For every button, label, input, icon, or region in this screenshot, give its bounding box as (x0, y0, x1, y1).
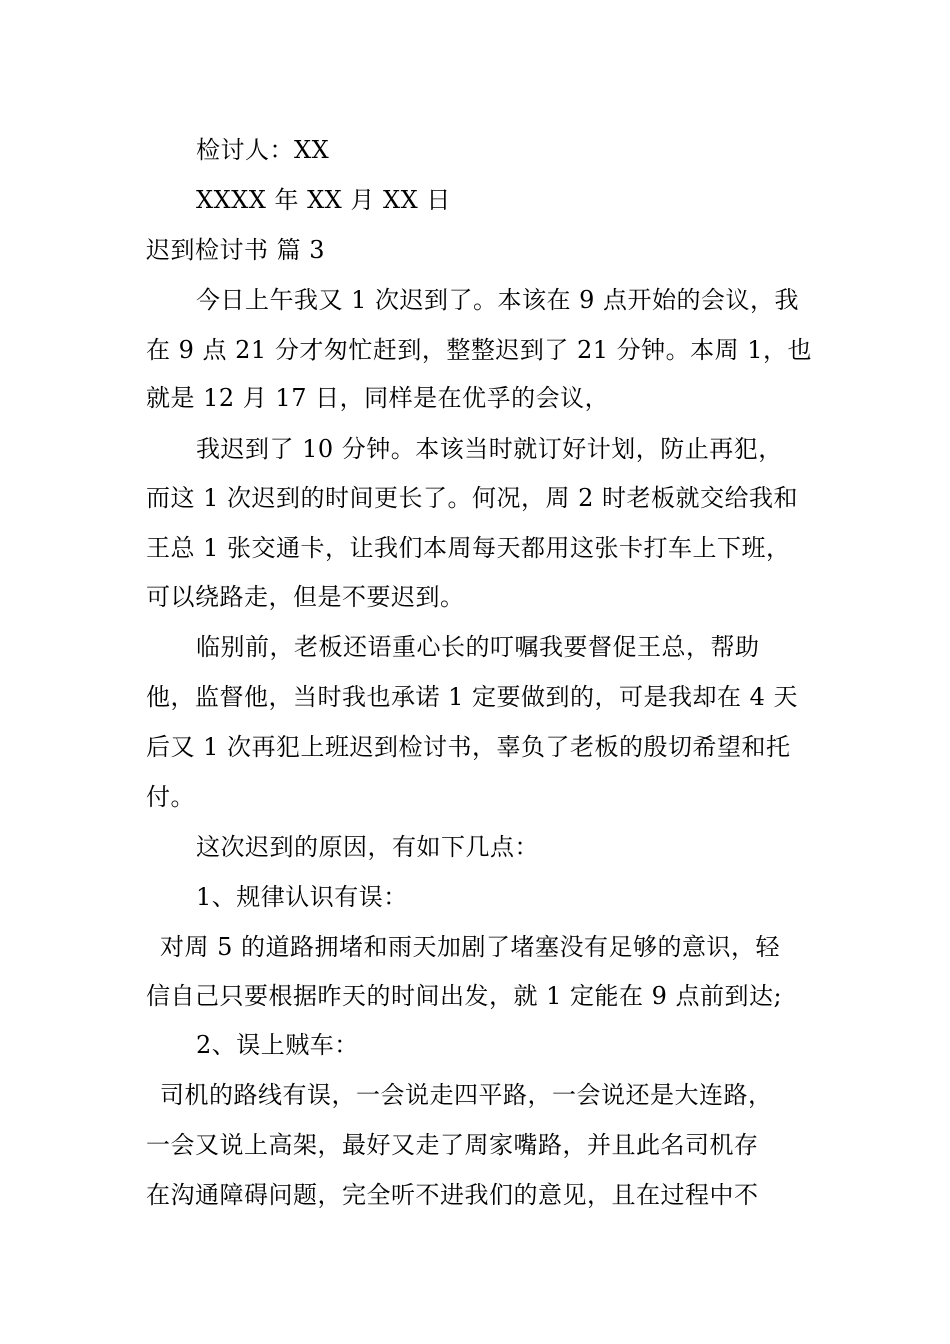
paragraph-line: 后又 1 次再犯上班迟到检讨书，辜负了老板的殷切希望和托 (146, 733, 791, 761)
paragraph-line: 我迟到了 10 分钟。本该当时就订好计划，防止再犯， (196, 435, 783, 463)
paragraph-line: 今日上午我又 1 次迟到了。本该在 9 点开始的会议，我 (196, 286, 800, 314)
paragraph-line: 在 9 点 21 分才匆忙赶到，整整迟到了 21 分钟。本周 1，也 (146, 336, 813, 364)
date-line: XXXX 年 XX 月 XX 日 (196, 186, 451, 214)
paragraph-line: 在沟通障碍问题，完全听不进我们的意见，且在过程中不 (146, 1181, 759, 1209)
section-heading: 迟到检讨书 篇 3 (146, 236, 326, 264)
paragraph-line: 这次迟到的原因，有如下几点： (196, 833, 539, 861)
paragraph-line: 而这 1 次迟到的时间更长了。何况，周 2 时老板就交给我和 (146, 484, 799, 512)
paragraph-line: 司机的路线有误，一会说走四平路，一会说还是大连路， (160, 1081, 773, 1109)
list-item-heading: 2、误上贼车： (196, 1031, 359, 1059)
paragraph-line: 可以绕路走，但是不要迟到。 (146, 583, 465, 611)
paragraph-line: 他，监督他，当时我也承诺 1 定要做到的，可是我却在 4 天 (146, 683, 799, 711)
paragraph-line: 就是 12 月 17 日，同样是在优孚的会议， (146, 384, 610, 412)
paragraph-line: 信自己只要根据昨天的时间出发，就 1 定能在 9 点前到达; (146, 982, 783, 1010)
paragraph-line: 王总 1 张交通卡，让我们本周每天都用这张卡打车上下班， (146, 534, 791, 562)
paragraph-line: 临别前，老板还语重心长的叮嘱我要督促王总，帮助 (196, 633, 760, 661)
paragraph-line: 付。 (146, 783, 195, 811)
paragraph-line: 对周 5 的道路拥堵和雨天加剧了堵塞没有足够的意识，轻 (160, 933, 781, 961)
reviewer-line: 检讨人：XX (196, 136, 330, 164)
paragraph-line: 一会又说上高架，最好又走了周家嘴路，并且此名司机存 (146, 1131, 759, 1159)
list-item-heading: 1、规律认识有误： (196, 883, 408, 911)
